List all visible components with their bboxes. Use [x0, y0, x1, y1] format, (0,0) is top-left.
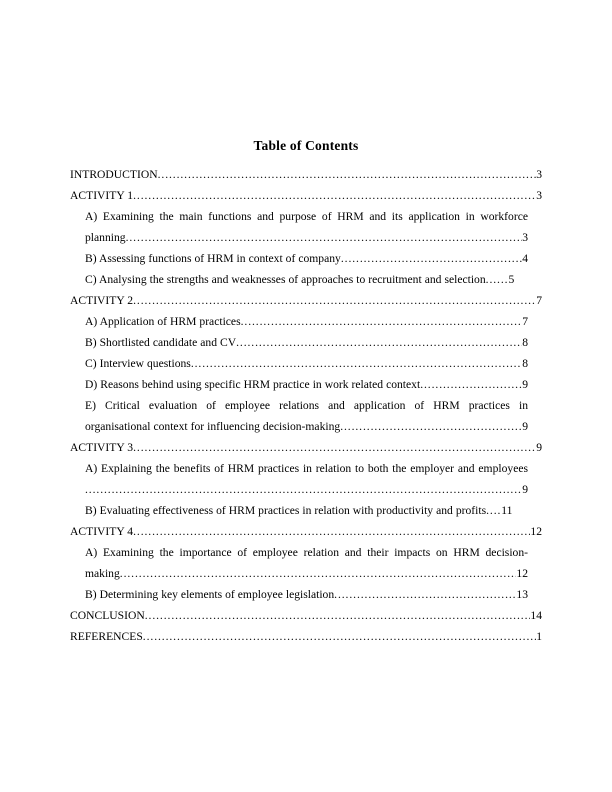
dot-leader [340, 416, 522, 437]
toc-entry[interactable] [70, 185, 542, 206]
dot-leader [133, 437, 536, 458]
toc-entry-text: B) Evaluating effectiveness of HRM practices in relation with productivity and profits [85, 504, 487, 517]
toc-page-number: 4 [522, 252, 528, 265]
dot-leader [334, 584, 516, 605]
toc-entry-text: A) Examining the main functions and purpose of HRM and its application in workforce [85, 210, 528, 223]
toc-entry-line [70, 437, 542, 458]
toc-entry-line [70, 290, 542, 311]
toc-page-number: 3 [536, 189, 542, 202]
toc-entry-text: CONCLUSION [70, 609, 145, 622]
toc-page-number: 7 [536, 294, 542, 307]
toc-entry-line [70, 185, 542, 206]
toc-entry-text: ACTIVITY 4 [70, 525, 134, 538]
toc-page-number: 9 [522, 483, 528, 496]
toc-entry-text: E) Critical evaluation of employee relations and application of HRM practices in [85, 399, 528, 412]
toc-page-number: 11 [501, 504, 513, 517]
toc-page-number: 12 [516, 567, 528, 580]
toc-entry-line [70, 626, 542, 647]
toc-entry[interactable] [85, 458, 528, 500]
toc-entry-line [85, 416, 528, 437]
toc-entry-text: INTRODUCTION [70, 168, 158, 181]
toc-entry-line [85, 500, 528, 521]
toc-page-number: 7 [522, 315, 528, 328]
dot-leader: ...... [485, 273, 509, 286]
dot-leader [341, 248, 522, 269]
toc-entry[interactable] [85, 395, 528, 437]
toc-page-number: 8 [522, 357, 528, 370]
dot-leader [120, 563, 517, 584]
toc-entry-line [85, 395, 528, 416]
toc-entry-text: C) Interview questions [85, 357, 191, 370]
toc-page-number: 1 [536, 630, 542, 643]
toc-entry-line [85, 248, 528, 269]
toc-page-number: 3 [536, 168, 542, 181]
toc-entry-line [85, 206, 528, 227]
toc-entry[interactable] [85, 542, 528, 584]
toc-entry-text: ACTIVITY 3 [70, 441, 134, 454]
toc-entry-line [85, 311, 528, 332]
toc-entry[interactable] [70, 164, 542, 185]
dot-leader [126, 227, 523, 248]
toc-page-number: 9 [522, 420, 528, 433]
toc-entry-line [85, 542, 528, 563]
toc-entry-line [85, 269, 528, 290]
toc-entry-text: C) Analysing the strengths and weaknesses of approaches to recruitment and selection [85, 273, 486, 286]
toc-entry[interactable] [85, 206, 528, 248]
toc-entry[interactable] [85, 269, 528, 290]
toc-entry-line [85, 458, 528, 479]
toc-page-number: 12 [530, 525, 542, 538]
dot-leader [133, 521, 530, 542]
toc-entry[interactable] [70, 437, 542, 458]
toc-entry-line [85, 479, 528, 500]
dot-leader [145, 605, 531, 626]
toc-entry[interactable] [85, 332, 528, 353]
dot-leader [191, 353, 522, 374]
toc-entry[interactable] [85, 311, 528, 332]
toc-entry[interactable] [85, 374, 528, 395]
toc-entry-text: A) Examining the importance of employee relation and their impacts on HRM decision- [85, 546, 528, 559]
toc-entry-text-continued: planning [85, 231, 126, 244]
toc-entry-text-continued: organisational context for influencing decision-making [85, 420, 341, 433]
toc-entry-text: B) Assessing functions of HRM in context of company [85, 252, 341, 265]
dot-leader [236, 332, 522, 353]
toc-entry-text: ACTIVITY 1 [70, 189, 134, 202]
toc-page-number: 3 [522, 231, 528, 244]
toc-entry-text: B) Shortlisted candidate and CV [85, 336, 237, 349]
toc-entry-text: A) Application of HRM practices [85, 315, 241, 328]
toc-entry[interactable] [70, 626, 542, 647]
toc-page-number: 8 [522, 336, 528, 349]
toc-entry-line [85, 353, 528, 374]
toc-entry-line [85, 584, 528, 605]
dot-leader [143, 626, 536, 647]
toc-entry-line [85, 227, 528, 248]
toc-entry[interactable] [85, 500, 528, 521]
toc-entry-line [70, 605, 542, 626]
toc-entry[interactable] [70, 521, 542, 542]
dot-leader [420, 374, 522, 395]
dot-leader [241, 311, 523, 332]
toc-entry[interactable] [70, 605, 542, 626]
toc-entry-line [70, 521, 542, 542]
toc-page-number: 9 [522, 378, 528, 391]
dot-leader [158, 164, 537, 185]
toc-entry-text: ACTIVITY 2 [70, 294, 134, 307]
toc-page-number: 14 [530, 609, 542, 622]
dot-leader [85, 479, 522, 500]
toc-entry-line [70, 164, 542, 185]
page-title: Table of Contents [253, 138, 359, 153]
toc-entry-line [85, 374, 528, 395]
toc-entry-text: D) Reasons behind using specific HRM practice in work related context [85, 378, 421, 391]
dot-leader [133, 185, 536, 206]
toc-entry[interactable] [85, 584, 528, 605]
toc-entry-text: B) Determining key elements of employee legislation [85, 588, 335, 601]
toc-entry-text: A) Explaining the benefits of HRM practices in relation to both the employer and employees [85, 462, 528, 475]
dot-leader: .... [486, 504, 502, 517]
toc-entry[interactable] [85, 248, 528, 269]
dot-leader [133, 290, 536, 311]
toc-entry-line [85, 563, 528, 584]
toc-page-number: 9 [536, 441, 542, 454]
toc-entry-line [85, 332, 528, 353]
table-of-contents [70, 164, 542, 647]
toc-entry-text: REFERENCES [70, 630, 143, 643]
toc-page-number: 13 [516, 588, 528, 601]
toc-entry[interactable] [85, 353, 528, 374]
toc-entry[interactable] [70, 290, 542, 311]
toc-entry-text-continued: making [85, 567, 120, 580]
toc-page-number: 5 [508, 273, 515, 286]
